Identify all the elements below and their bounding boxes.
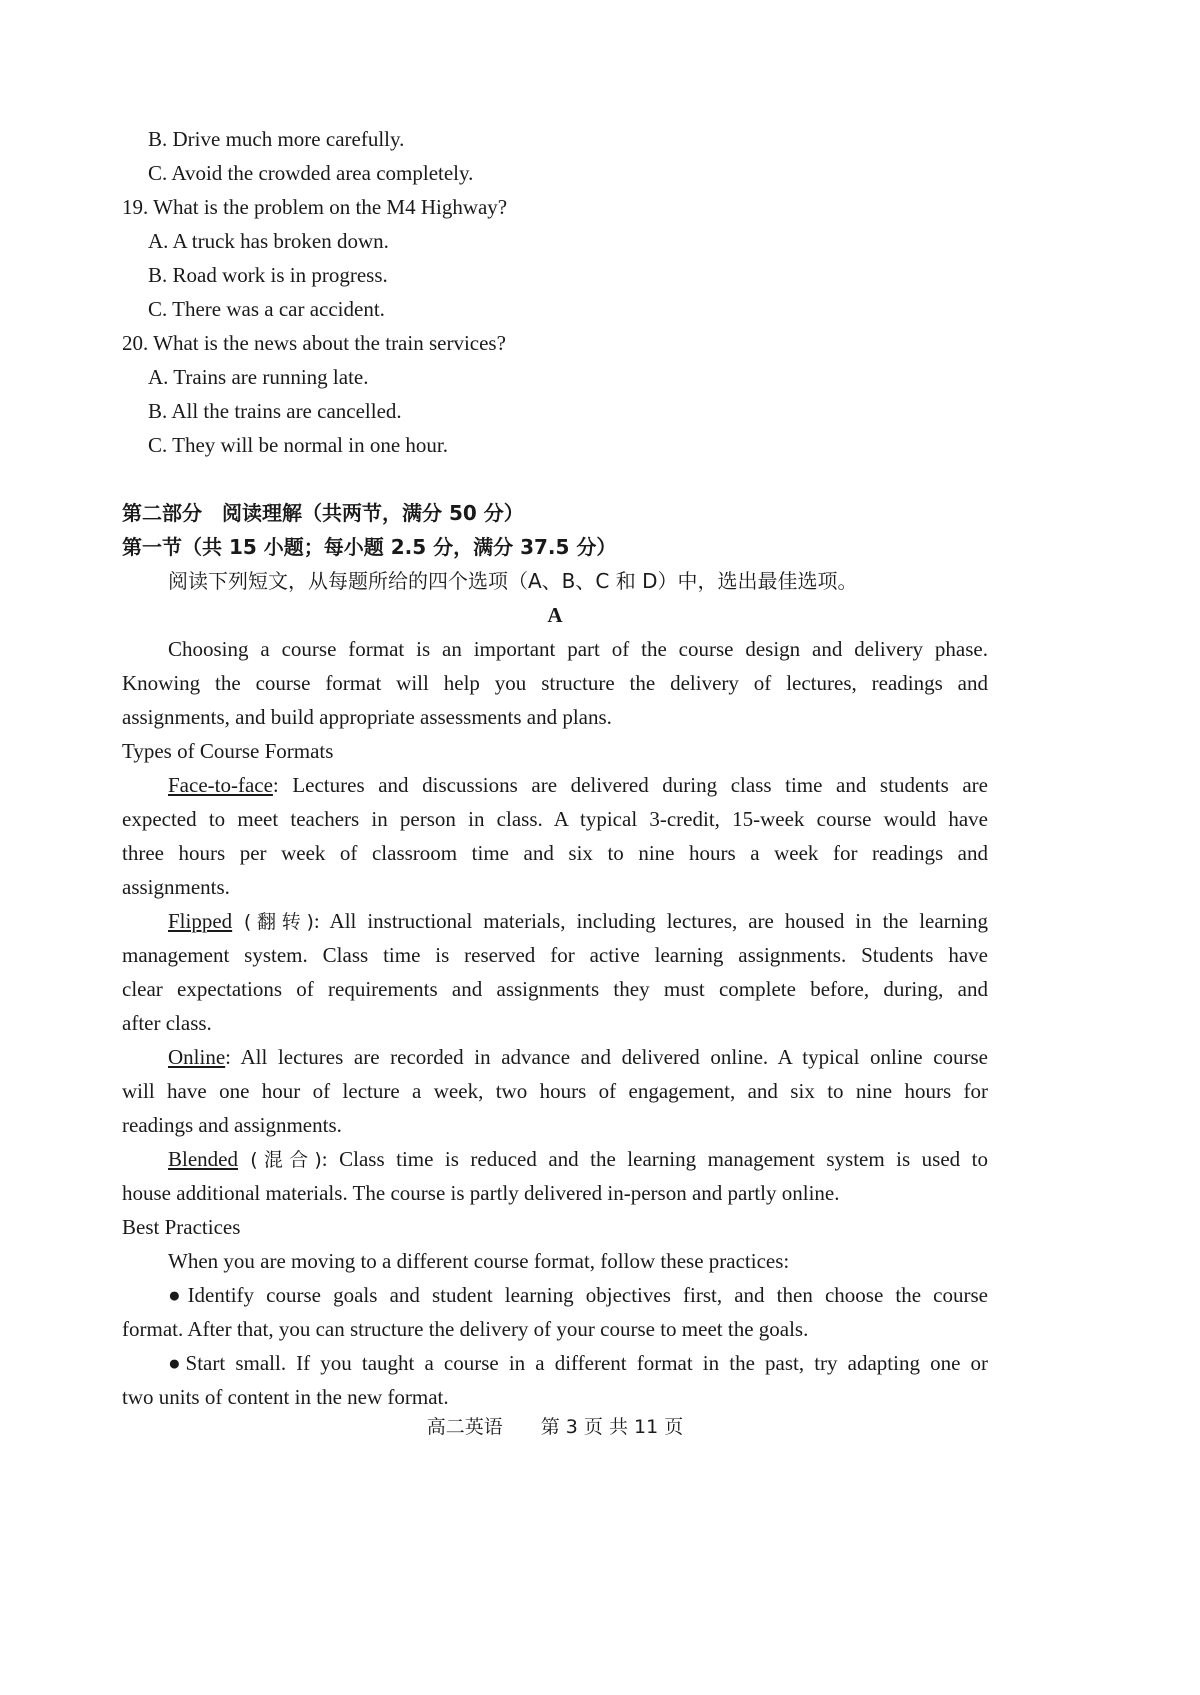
blended-term: Blended [168,1147,238,1171]
blended-gloss: (混合) [237,1149,322,1171]
online-line-1 [168,1040,988,1074]
flipped-gloss: (翻转) [232,911,314,933]
bullet-1-line-1: ●Identify course goals and student learning objectives first, and then choose the course [168,1283,988,1307]
q18-option-b: B. Drive much more carefully. [148,127,405,151]
q20-stem: 20. What is the news about the train services? [122,331,506,355]
face-to-face-text: : Lectures and discussions are delivered during class time and students are [272,773,988,797]
flipped-line-1 [168,904,988,939]
page-footer: 高二英语 第 3 页 共 11 页 [426,1416,684,1438]
q20-option-a: A. Trains are running late. [148,365,369,389]
blended-line-1 [168,1142,988,1177]
flipped-line-4: after class. [122,1011,212,1035]
blended-line-2: house additional materials. The course is partly delivered in-person and partly online. [122,1181,840,1205]
flipped-text: : All instructional materials, including lectures, are housed in the learning [313,909,988,933]
intro-line-3: assignments, and build appropriate assessments and plans. [122,705,612,729]
q19-option-a: A. A truck has broken down. [148,229,389,253]
online-term: Online [168,1045,226,1069]
online-text: : All lectures are recorded in advance and delivered online. A typical online course [225,1045,988,1069]
face-to-face-term: Face-to-face [168,773,273,797]
q19-option-b: B. Road work is in progress. [148,263,388,287]
bullet-2-line-2: two units of content in the new format. [122,1385,449,1409]
part-title: 第二部分 阅读理解（共两节，满分 50 分） [122,501,524,525]
bullet-2-line-1: ●Start small. If you taught a course in a different format in the past, try adapting one or [168,1351,988,1375]
intro-line-2: Knowing the course format will help you structure the delivery of lectures, readings and [122,671,988,695]
flipped-line-2: management system. Class time is reserved for active learning assignments. Students have [122,943,988,967]
best-practices-intro: When you are moving to a different course format, follow these practices: [168,1249,790,1273]
q20-option-c: C. They will be normal in one hour. [148,433,448,457]
types-heading: Types of Course Formats [122,739,334,763]
online-line-3: readings and assignments. [122,1113,342,1137]
reading-instruction: 阅读下列短文，从每题所给的四个选项（A、B、C 和 D）中，选出最佳选项。 [168,569,858,593]
intro-line-1: Choosing a course format is an important part of the course design and delivery phase. [168,637,988,661]
face-to-face-line-4: assignments. [122,875,230,899]
face-to-face-line-2: expected to meet teachers in person in class. A typical 3-credit, 15-week course would have [122,807,988,831]
online-line-2: will have one hour of lecture a week, two hours of engagement, and six to nine hours for [122,1079,988,1103]
face-to-face-line-1 [168,768,988,802]
face-to-face-line-3: three hours per week of classroom time and six to nine hours a week for readings and [122,841,988,865]
bullet-1-line-2: format. After that, you can structure the delivery of your course to meet the goals. [122,1317,809,1341]
q20-option-b: B. All the trains are cancelled. [148,399,402,423]
blended-text: : Class time is reduced and the learning management system is used to [321,1147,988,1171]
subsection-title: 第一节（共 15 小题；每小题 2.5 分，满分 37.5 分） [122,535,617,559]
q19-stem: 19. What is the problem on the M4 Highway? [122,195,508,219]
q18-option-c: C. Avoid the crowded area completely. [148,161,474,185]
passage-label: A [547,603,563,627]
flipped-term: Flipped [168,909,233,933]
flipped-line-3: clear expectations of requirements and assignments they must complete before, during, and [122,977,988,1001]
best-practices-heading: Best Practices [122,1215,241,1239]
q19-option-c: C. There was a car accident. [148,297,385,321]
